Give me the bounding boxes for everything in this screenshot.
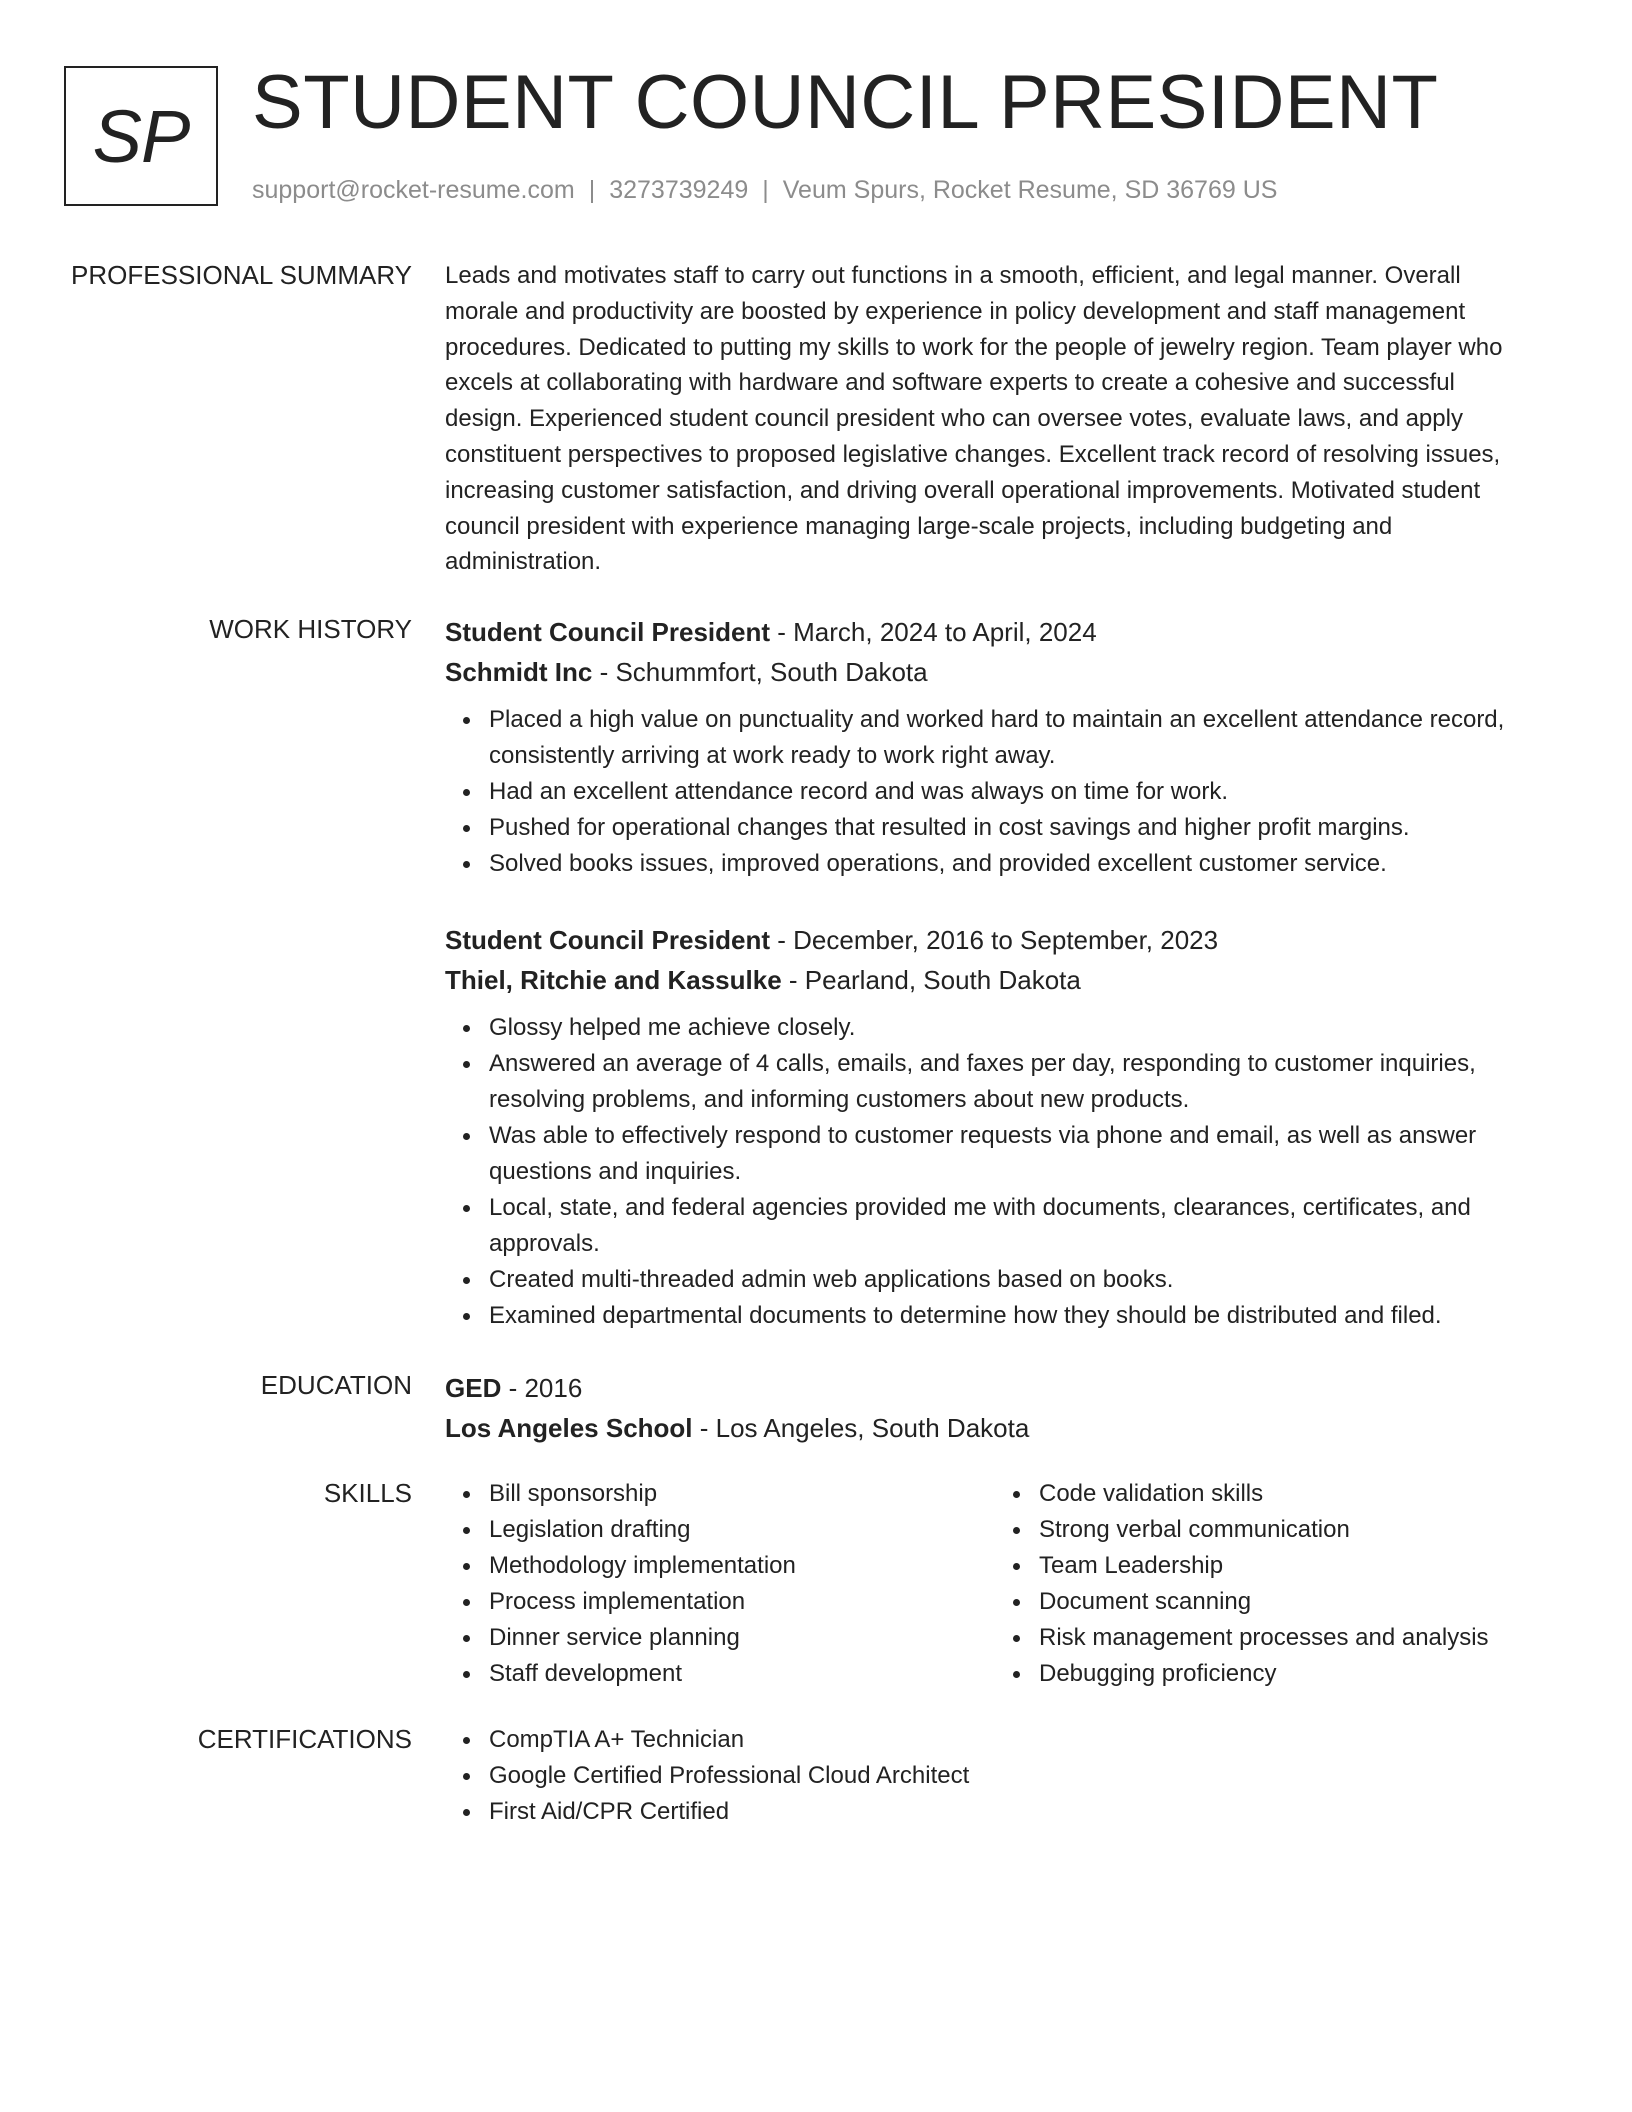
- certification-item: Google Certified Professional Cloud Architect: [489, 1758, 1545, 1794]
- job-location: - Pearland, South Dakota: [781, 965, 1081, 995]
- job-title-line: [445, 920, 1545, 960]
- skill-item: Process implementation: [489, 1584, 995, 1620]
- summary-body: [445, 258, 1545, 580]
- summary-line: council president with experience managing large-scale projects, including budgeting and: [445, 512, 1393, 540]
- skill-item: Dinner service planning: [489, 1620, 995, 1656]
- summary-line: procedures. Dedicated to putting my skills to work for the people of jewelry region. Team player who: [445, 333, 1503, 361]
- summary-line: constituent perspectives to proposed legislative changes. Excellent track record of resolving issues,: [445, 440, 1501, 468]
- list-item: Had an excellent attendance record and was always on time for work.: [489, 774, 1545, 810]
- monogram-logo: SP: [64, 66, 218, 206]
- skills-column: [445, 1476, 995, 1692]
- skill-item: Document scanning: [1039, 1584, 1545, 1620]
- contact-separator: |: [762, 176, 769, 204]
- job-title: Student Council President: [445, 925, 771, 955]
- list-item: Examined departmental documents to determine how they should be distributed and filed.: [489, 1298, 1545, 1334]
- job-company-line: [445, 960, 1545, 1000]
- list-item: Placed a high value on punctuality and worked hard to maintain an excellent attendance record, consistently arriving at work ready to work right away.: [489, 702, 1545, 774]
- job-entry: [445, 920, 1545, 1334]
- job-title-line: [445, 612, 1545, 652]
- job-dates: - December, 2016 to September, 2023: [770, 925, 1219, 955]
- summary-line: administration.: [445, 548, 602, 576]
- list-item: Created multi-threaded admin web applications based on books.: [489, 1262, 1545, 1298]
- education-degree-line: [445, 1368, 1545, 1408]
- contact-address: Veum Spurs, Rocket Resume, SD 36769 US: [782, 176, 1278, 204]
- education-degree: GED: [445, 1373, 502, 1403]
- skill-item: Debugging proficiency: [1039, 1656, 1545, 1692]
- certification-item: CompTIA A+ Technician: [489, 1722, 1545, 1758]
- job-bullets: [445, 1010, 1545, 1334]
- job-company-line: [445, 652, 1545, 692]
- skill-item: Staff development: [489, 1656, 995, 1692]
- list-item: Answered an average of 4 calls, emails, and faxes per day, responding to customer inquiries, resolving problems, and informing customers about new products.: [489, 1046, 1545, 1118]
- job-bullets: [445, 702, 1545, 882]
- list-item: Glossy helped me achieve closely.: [489, 1010, 1545, 1046]
- education-body: [445, 1368, 1545, 1448]
- contact-line: [252, 174, 1277, 206]
- skills-body: [445, 1476, 1545, 1692]
- certification-item: First Aid/CPR Certified: [489, 1794, 1545, 1830]
- work-body: [445, 612, 1545, 1334]
- section-label: SKILLS: [323, 1478, 412, 1508]
- section-label: EDUCATION: [260, 1370, 412, 1400]
- section-label: PROFESSIONAL SUMMARY: [71, 260, 412, 290]
- skill-item: Code validation skills: [1039, 1476, 1545, 1512]
- skill-item: Risk management processes and analysis: [1039, 1620, 1545, 1656]
- skills-column: [995, 1476, 1545, 1692]
- education-school: Los Angeles School: [445, 1413, 693, 1443]
- list-item: Local, state, and federal agencies provided me with documents, clearances, certificates, and approvals.: [489, 1190, 1545, 1262]
- summary-line: morale and productivity are boosted by experience in policy development and staff management: [445, 297, 1466, 325]
- section-label: WORK HISTORY: [209, 614, 412, 644]
- skill-item: Methodology implementation: [489, 1548, 995, 1584]
- skill-item: Strong verbal communication: [1039, 1512, 1545, 1548]
- contact-separator: |: [588, 176, 596, 204]
- job-company: Schmidt Inc: [445, 657, 593, 687]
- summary-line: design. Experienced student council president who can oversee votes, evaluate laws, and apply: [445, 405, 1463, 433]
- summary-line: Leads and motivates staff to carry out functions in a smooth, efficient, and legal manner. Overall: [445, 262, 1461, 289]
- job-entry: [445, 612, 1545, 882]
- list-item: Was able to effectively respond to customer requests via phone and email, as well as answer questions and inquiries.: [489, 1118, 1545, 1190]
- certifications-list: [445, 1722, 1545, 1830]
- job-dates: - March, 2024 to April, 2024: [770, 617, 1097, 647]
- contact-email[interactable]: support@rocket-resume.com: [252, 176, 575, 204]
- list-item: Pushed for operational changes that resulted in cost savings and higher profit margins.: [489, 810, 1545, 846]
- education-school-line: [445, 1408, 1545, 1448]
- education-location: - Los Angeles, South Dakota: [692, 1413, 1030, 1443]
- skill-item: Legislation drafting: [489, 1512, 995, 1548]
- contact-phone[interactable]: 3273739249: [609, 176, 749, 204]
- job-location: - Schummfort, South Dakota: [592, 657, 928, 687]
- resume-title: STUDENT COUNCIL PRESIDENT: [252, 60, 1439, 145]
- section-label: CERTIFICATIONS: [197, 1724, 412, 1754]
- certifications-body: [445, 1722, 1545, 1830]
- skill-item: Team Leadership: [1039, 1548, 1545, 1584]
- summary-line: increasing customer satisfaction, and driving overall operational improvements. Motivated student: [445, 476, 1481, 504]
- list-item: Solved books issues, improved operations, and provided excellent customer service.: [489, 846, 1545, 882]
- job-title: Student Council President: [445, 617, 771, 647]
- summary-line: excels at collaborating with hardware and software experts to create a cohesive and successful: [445, 369, 1455, 397]
- job-company: Thiel, Ritchie and Kassulke: [445, 965, 782, 995]
- skill-item: Bill sponsorship: [489, 1476, 995, 1512]
- education-year: - 2016: [501, 1373, 583, 1403]
